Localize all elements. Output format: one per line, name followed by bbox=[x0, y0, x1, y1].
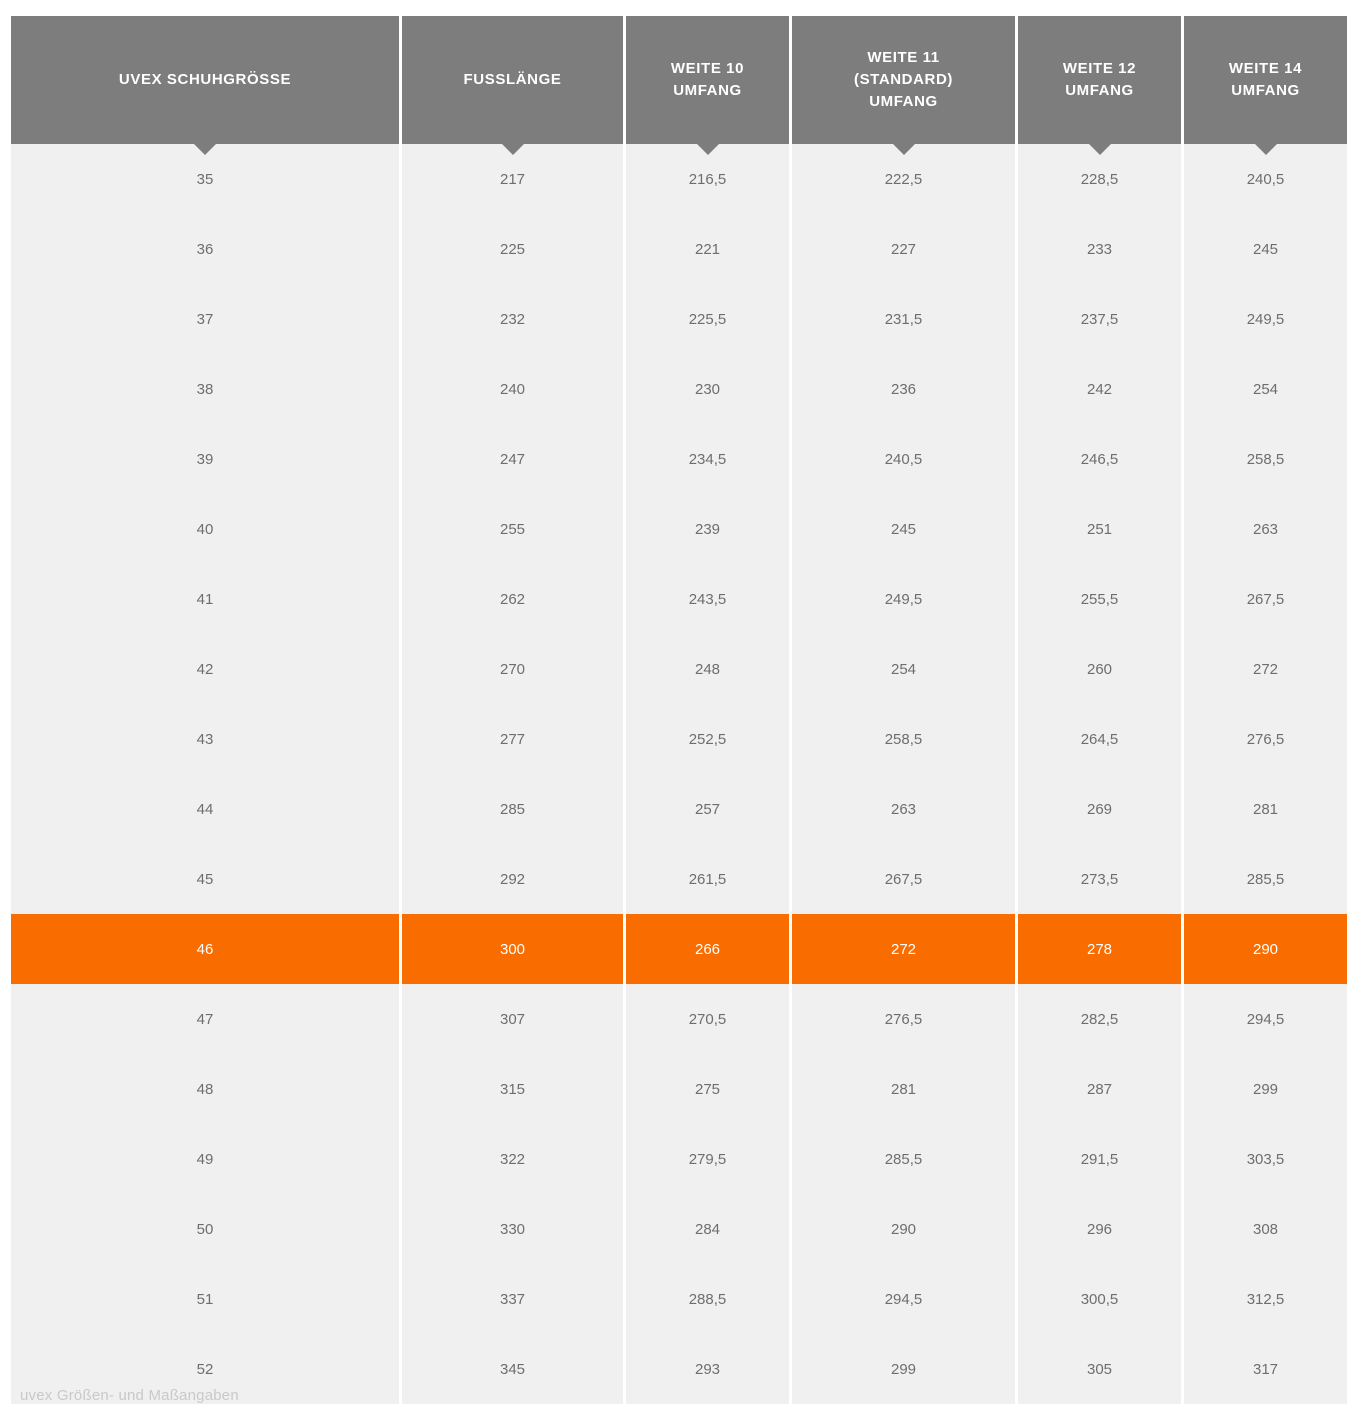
table-cell: 269 bbox=[1018, 774, 1181, 844]
uvex-size-table bbox=[8, 16, 1350, 1404]
cell-shoe-size: 41 bbox=[11, 564, 399, 634]
table-cell: 225 bbox=[402, 214, 623, 284]
cell-shoe-size: 51 bbox=[11, 1264, 399, 1334]
header-line: WEITE 11 bbox=[867, 49, 940, 67]
table-cell: 281 bbox=[792, 1054, 1015, 1124]
cell-shoe-size: 52 bbox=[11, 1334, 399, 1404]
table-cell: 255,5 bbox=[1018, 564, 1181, 634]
table-cell: 303,5 bbox=[1184, 1124, 1347, 1194]
table-cell: 258,5 bbox=[1184, 424, 1347, 494]
table-row bbox=[11, 1264, 1347, 1334]
table-cell: 239 bbox=[626, 494, 789, 564]
table-cell: 240 bbox=[402, 354, 623, 424]
table-cell: 322 bbox=[402, 1124, 623, 1194]
table-cell: 230 bbox=[626, 354, 789, 424]
table-cell: 275 bbox=[626, 1054, 789, 1124]
table-cell: 263 bbox=[1184, 494, 1347, 564]
cell-shoe-size: 47 bbox=[11, 984, 399, 1054]
table-cell: 254 bbox=[1184, 354, 1347, 424]
table-row bbox=[11, 494, 1347, 564]
table-cell: 240,5 bbox=[792, 424, 1015, 494]
table-row bbox=[11, 1194, 1347, 1264]
table-cell: 252,5 bbox=[626, 704, 789, 774]
cell-shoe-size: 40 bbox=[11, 494, 399, 564]
table-cell: 312,5 bbox=[1184, 1264, 1347, 1334]
table-cell: 245 bbox=[1184, 214, 1347, 284]
table-cell: 234,5 bbox=[626, 424, 789, 494]
table-cell: 266 bbox=[626, 914, 789, 984]
table-cell: 294,5 bbox=[1184, 984, 1347, 1054]
table-row bbox=[11, 284, 1347, 354]
table-cell: 258,5 bbox=[792, 704, 1015, 774]
header-line: UMFANG bbox=[1065, 82, 1134, 99]
table-row bbox=[11, 844, 1347, 914]
table-cell: 291,5 bbox=[1018, 1124, 1181, 1194]
table-cell: 255 bbox=[402, 494, 623, 564]
table-cell: 267,5 bbox=[792, 844, 1015, 914]
cell-shoe-size: 45 bbox=[11, 844, 399, 914]
table-cell: 308 bbox=[1184, 1194, 1347, 1264]
column-header-foot-length bbox=[402, 16, 623, 144]
table-cell: 270,5 bbox=[626, 984, 789, 1054]
table-cell: 317 bbox=[1184, 1334, 1347, 1404]
table-cell: 272 bbox=[1184, 634, 1347, 704]
cell-shoe-size: 46 bbox=[11, 914, 399, 984]
header-line: UVEX SCHUHGRÖSSE bbox=[118, 71, 292, 89]
header-line: UMFANG bbox=[673, 82, 742, 99]
table-cell: 222,5 bbox=[792, 144, 1015, 214]
table-cell: 282,5 bbox=[1018, 984, 1181, 1054]
table-row bbox=[11, 1124, 1347, 1194]
table-cell: 247 bbox=[402, 424, 623, 494]
table-cell: 270 bbox=[402, 634, 623, 704]
cell-shoe-size: 39 bbox=[11, 424, 399, 494]
table-cell: 243,5 bbox=[626, 564, 789, 634]
table-cell: 228,5 bbox=[1018, 144, 1181, 214]
table-cell: 227 bbox=[792, 214, 1015, 284]
table-cell: 254 bbox=[792, 634, 1015, 704]
table-cell: 251 bbox=[1018, 494, 1181, 564]
table-cell: 262 bbox=[402, 564, 623, 634]
table-cell: 246,5 bbox=[1018, 424, 1181, 494]
table-cell: 217 bbox=[402, 144, 623, 214]
table-cell: 248 bbox=[626, 634, 789, 704]
table-row bbox=[11, 214, 1347, 284]
header-arrow-icon bbox=[502, 144, 524, 155]
table-cell: 276,5 bbox=[1184, 704, 1347, 774]
header-arrow-icon bbox=[1089, 144, 1111, 155]
table-cell: 261,5 bbox=[626, 844, 789, 914]
cell-shoe-size: 42 bbox=[11, 634, 399, 704]
table-cell: 285,5 bbox=[1184, 844, 1347, 914]
table-cell: 330 bbox=[402, 1194, 623, 1264]
header-row bbox=[11, 16, 1347, 144]
table-cell: 281 bbox=[1184, 774, 1347, 844]
cell-shoe-size: 35 bbox=[11, 144, 399, 214]
cell-shoe-size: 36 bbox=[11, 214, 399, 284]
table-cell: 337 bbox=[402, 1264, 623, 1334]
table-cell: 272 bbox=[792, 914, 1015, 984]
column-header-shoe-size bbox=[11, 16, 399, 144]
table-cell: 290 bbox=[1184, 914, 1347, 984]
table-cell: 299 bbox=[1184, 1054, 1347, 1124]
cell-shoe-size: 37 bbox=[11, 284, 399, 354]
table-cell: 345 bbox=[402, 1334, 623, 1404]
table-header bbox=[11, 16, 1347, 144]
table-cell: 249,5 bbox=[792, 564, 1015, 634]
table-cell: 296 bbox=[1018, 1194, 1181, 1264]
table-cell: 307 bbox=[402, 984, 623, 1054]
table-cell: 221 bbox=[626, 214, 789, 284]
table-cell: 257 bbox=[626, 774, 789, 844]
column-header-width-11 bbox=[792, 16, 1015, 144]
table-cell: 276,5 bbox=[792, 984, 1015, 1054]
table-cell: 240,5 bbox=[1184, 144, 1347, 214]
column-header-width-10 bbox=[626, 16, 789, 144]
table-cell: 242 bbox=[1018, 354, 1181, 424]
table-row bbox=[11, 354, 1347, 424]
table-cell: 287 bbox=[1018, 1054, 1181, 1124]
table-body bbox=[11, 144, 1347, 1404]
column-header-width-12 bbox=[1018, 16, 1181, 144]
cell-shoe-size: 44 bbox=[11, 774, 399, 844]
header-arrow-icon bbox=[194, 144, 216, 155]
table-row bbox=[11, 914, 1347, 984]
table-row bbox=[11, 774, 1347, 844]
table-cell: 236 bbox=[792, 354, 1015, 424]
cell-shoe-size: 50 bbox=[11, 1194, 399, 1264]
table-row bbox=[11, 634, 1347, 704]
header-line: FUSSLÄNGE bbox=[463, 71, 562, 89]
header-line: UMFANG bbox=[1231, 82, 1300, 99]
table-cell: 216,5 bbox=[626, 144, 789, 214]
cell-shoe-size: 48 bbox=[11, 1054, 399, 1124]
table-cell: 232 bbox=[402, 284, 623, 354]
header-line: WEITE 12 bbox=[1062, 60, 1137, 78]
table-row bbox=[11, 984, 1347, 1054]
table-cell: 300 bbox=[402, 914, 623, 984]
cell-shoe-size: 38 bbox=[11, 354, 399, 424]
table-cell: 273,5 bbox=[1018, 844, 1181, 914]
header-arrow-icon bbox=[893, 144, 915, 155]
table-cell: 231,5 bbox=[792, 284, 1015, 354]
table-cell: 290 bbox=[792, 1194, 1015, 1264]
header-line: WEITE 14 bbox=[1228, 60, 1303, 78]
table-cell: 260 bbox=[1018, 634, 1181, 704]
table-cell: 279,5 bbox=[626, 1124, 789, 1194]
table-cell: 233 bbox=[1018, 214, 1181, 284]
cell-shoe-size: 43 bbox=[11, 704, 399, 774]
table-cell: 263 bbox=[792, 774, 1015, 844]
table-row bbox=[11, 1054, 1347, 1124]
table-row bbox=[11, 424, 1347, 494]
table-cell: 288,5 bbox=[626, 1264, 789, 1334]
table-row bbox=[11, 704, 1347, 774]
table-cell: 249,5 bbox=[1184, 284, 1347, 354]
header-line: WEITE 10 bbox=[670, 60, 745, 78]
header-arrow-icon bbox=[1255, 144, 1277, 155]
cell-shoe-size: 49 bbox=[11, 1124, 399, 1194]
table-cell: 305 bbox=[1018, 1334, 1181, 1404]
table-cell: 277 bbox=[402, 704, 623, 774]
table-cell: 225,5 bbox=[626, 284, 789, 354]
column-header-width-14 bbox=[1184, 16, 1347, 144]
table-cell: 285 bbox=[402, 774, 623, 844]
table-cell: 285,5 bbox=[792, 1124, 1015, 1194]
table-caption: uvex Größen- und Maßangaben bbox=[20, 1387, 239, 1404]
table-cell: 300,5 bbox=[1018, 1264, 1181, 1334]
header-line: (STANDARD) bbox=[853, 71, 954, 89]
header-line: UMFANG bbox=[869, 92, 938, 110]
table-cell: 299 bbox=[792, 1334, 1015, 1404]
table-cell: 292 bbox=[402, 844, 623, 914]
table-cell: 267,5 bbox=[1184, 564, 1347, 634]
table-cell: 293 bbox=[626, 1334, 789, 1404]
table-cell: 237,5 bbox=[1018, 284, 1181, 354]
table-cell: 315 bbox=[402, 1054, 623, 1124]
table-cell: 294,5 bbox=[792, 1264, 1015, 1334]
table-cell: 278 bbox=[1018, 914, 1181, 984]
table-cell: 284 bbox=[626, 1194, 789, 1264]
table-row bbox=[11, 564, 1347, 634]
table-cell: 245 bbox=[792, 494, 1015, 564]
header-arrow-icon bbox=[697, 144, 719, 155]
table-cell: 264,5 bbox=[1018, 704, 1181, 774]
